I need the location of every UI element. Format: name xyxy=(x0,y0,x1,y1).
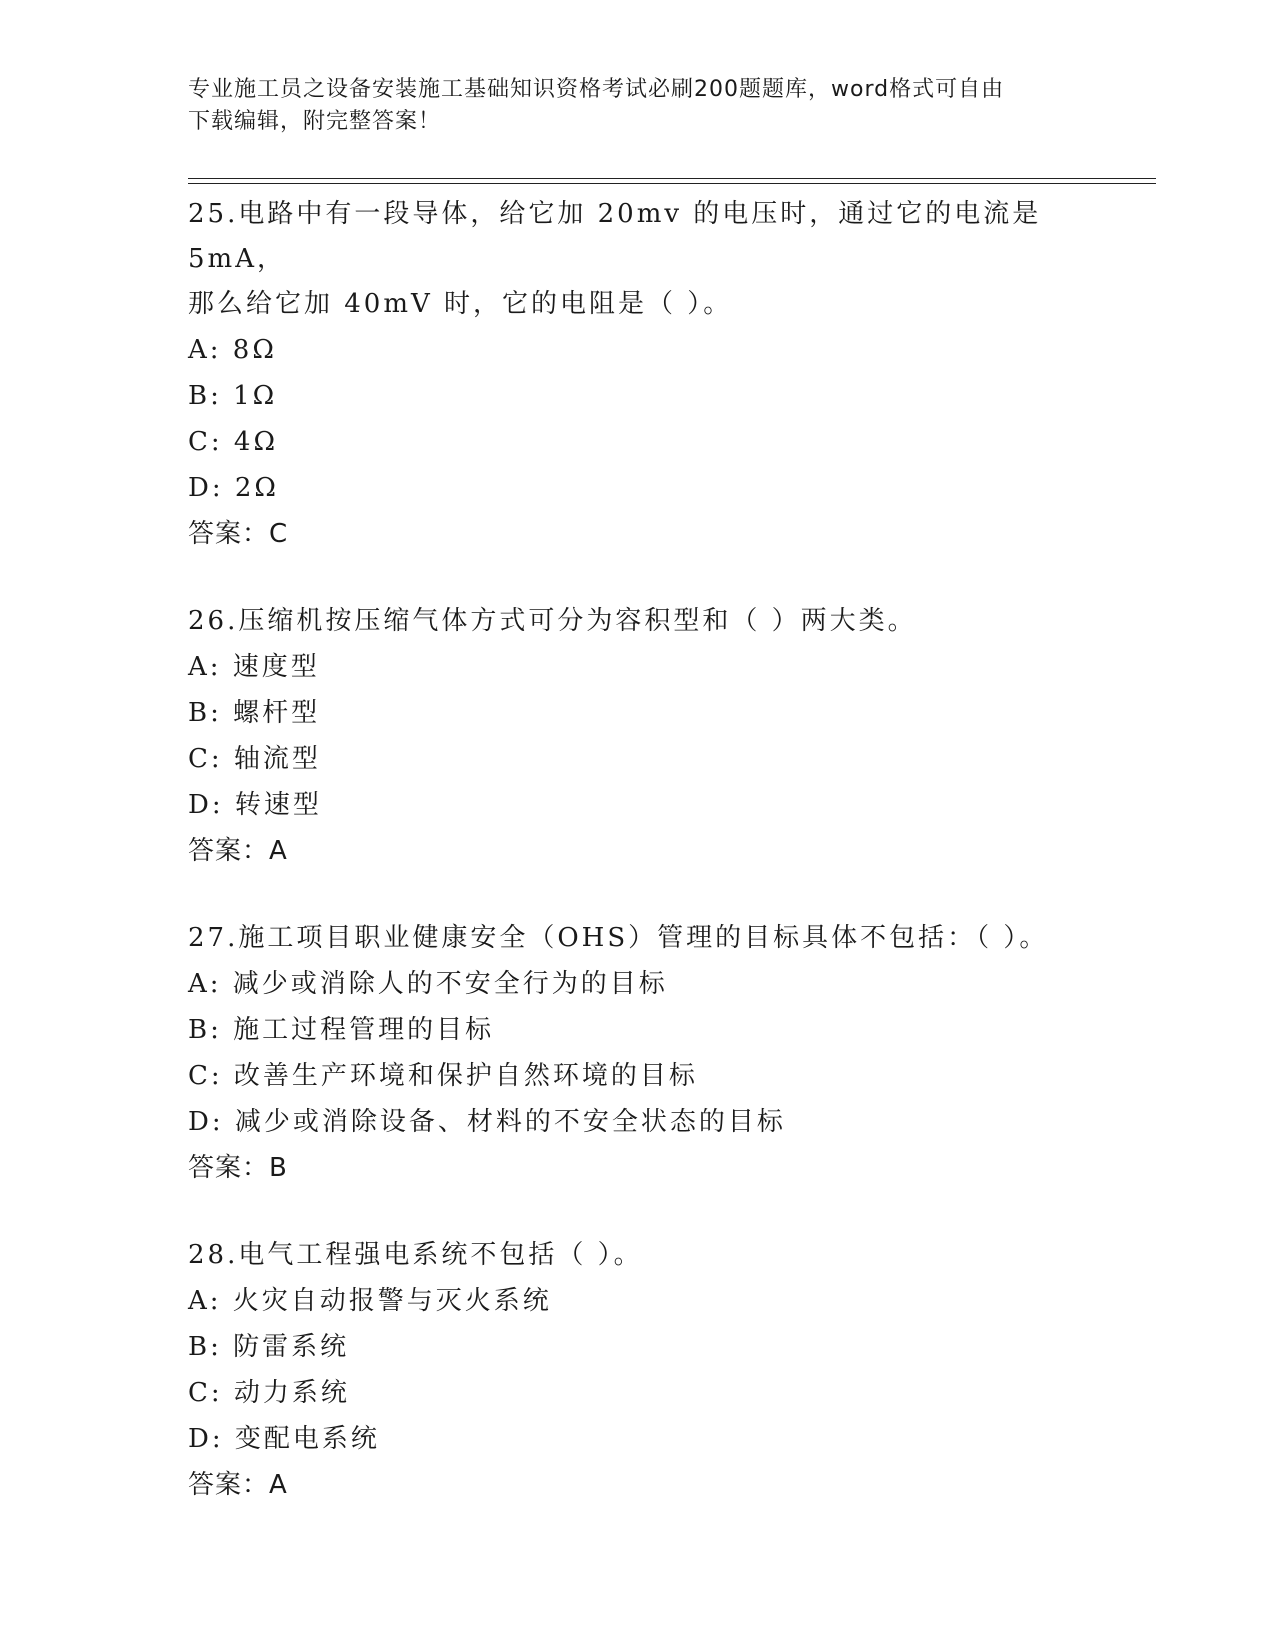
option-d: D: 减少或消除设备、材料的不安全状态的目标 xyxy=(188,1107,786,1137)
header-line-1: 专业施工员之设备安装施工基础知识资格考试必刷200题题库，word格式可自由 xyxy=(188,77,1005,102)
header-rule-bottom xyxy=(188,183,1156,184)
question-stem: 26.压缩机按压缩气体方式可分为容积型和（ ）两大类。 xyxy=(188,606,917,636)
option-c: C: 4Ω xyxy=(188,427,279,457)
option-b: B: 防雷系统 xyxy=(188,1332,350,1362)
answer: 答案：A xyxy=(188,1470,288,1500)
header-line-2: 下载编辑，附完整答案！ xyxy=(188,109,442,134)
question-25 xyxy=(188,192,1108,557)
option-a: A: 8Ω xyxy=(188,335,277,365)
option-a: A: 减少或消除人的不安全行为的目标 xyxy=(188,969,668,999)
answer: 答案：C xyxy=(188,519,289,549)
option-b: B: 1Ω xyxy=(188,381,278,411)
option-d: D: 2Ω xyxy=(188,473,279,503)
question-28 xyxy=(188,1233,1108,1508)
question-stem: 25.电路中有一段导体，给它加 20mv 的电压时，通过它的电流是 5mA， xyxy=(188,199,1042,274)
option-d: D: 转速型 xyxy=(188,790,322,820)
header-rule-top xyxy=(188,178,1156,179)
question-26 xyxy=(188,599,1108,874)
question-stem-continued: 那么给它加 40mV 时，它的电阻是（ ）。 xyxy=(188,289,733,319)
option-c: C: 动力系统 xyxy=(188,1378,350,1408)
document-header xyxy=(188,74,1088,138)
option-d: D: 变配电系统 xyxy=(188,1424,380,1454)
question-stem: 28.电气工程强电系统不包括（ ）。 xyxy=(188,1240,643,1270)
option-a: A: 火灾自动报警与灭火系统 xyxy=(188,1286,552,1316)
option-c: C: 轴流型 xyxy=(188,744,321,774)
answer: 答案：B xyxy=(188,1153,288,1183)
option-b: B: 螺杆型 xyxy=(188,698,321,728)
answer: 答案：A xyxy=(188,836,288,866)
option-c: C: 改善生产环境和保护自然环境的目标 xyxy=(188,1061,698,1091)
question-stem: 27.施工项目职业健康安全（OHS）管理的目标具体不包括：（ ）。 xyxy=(188,923,1049,953)
option-a: A: 速度型 xyxy=(188,652,320,682)
option-b: B: 施工过程管理的目标 xyxy=(188,1015,495,1045)
question-list xyxy=(188,192,1108,1550)
question-27 xyxy=(188,916,1108,1191)
